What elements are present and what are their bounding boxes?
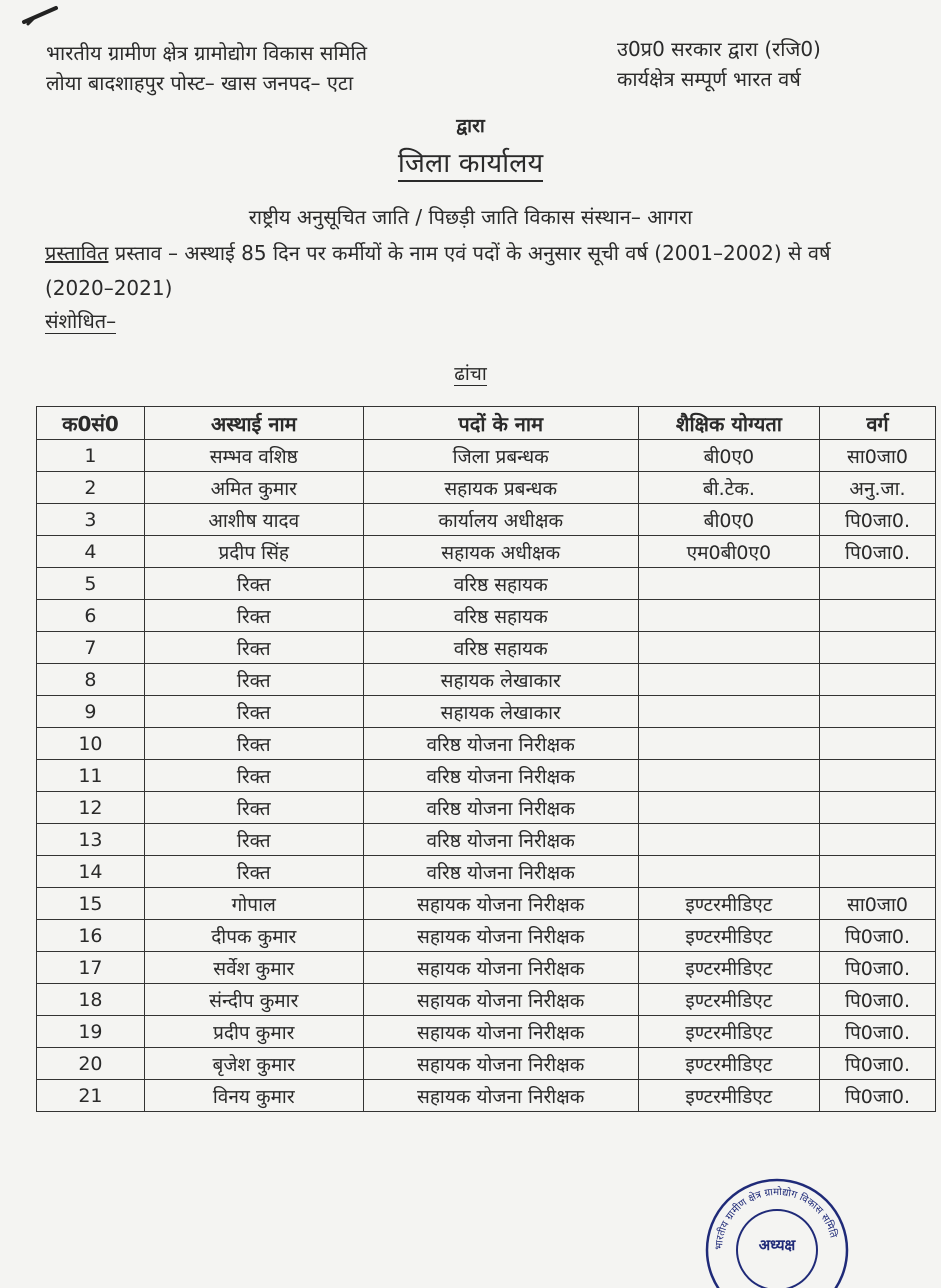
row-name: रिक्त [144,792,363,824]
row-serial: 5 [37,568,145,600]
by-label: द्वारा [456,115,485,137]
header-post: पदों के नाम [363,407,638,440]
row-category [820,632,936,664]
row-category [820,664,936,696]
row-qualification: बी0ए0 [638,504,819,536]
table-row [37,728,936,760]
row-category: पि0जा0. [820,952,936,984]
table-row [37,504,936,536]
table-row [37,536,936,568]
row-category: पि0जा0. [820,984,936,1016]
proposal-text: प्रस्ताव – अस्थाई 85 दिन पर कर्मीयों के नाम एवं पदों के अनुसार सूची वर्ष (2001–2002) से वर्ष (2020–2021) [45,241,831,300]
row-category: पि0जा0. [820,536,936,568]
row-category [820,856,936,888]
row-qualification [638,600,819,632]
registration-line: उ0प्र0 सरकार द्वारा (रजि0) [617,37,821,61]
proposal-label: प्रस्तावित [45,241,109,265]
row-post: सहायक योजना निरीक्षक [363,920,638,952]
row-serial: 6 [37,600,145,632]
row-serial: 9 [37,696,145,728]
row-post: वरिष्ठ सहायक [363,600,638,632]
row-category: अनु.जा. [820,472,936,504]
org-header [46,38,367,98]
row-qualification: इण्टरमीडिएट [638,1016,819,1048]
row-serial: 13 [37,824,145,856]
table-row [37,600,936,632]
row-serial: 19 [37,1016,145,1048]
row-name: गोपाल [144,888,363,920]
row-post: वरिष्ठ योजना निरीक्षक [363,760,638,792]
row-category [820,728,936,760]
row-qualification [638,728,819,760]
row-post: सहायक योजना निरीक्षक [363,1080,638,1112]
table-row [37,920,936,952]
header-serial: क0सं0 [37,407,145,440]
row-post: वरिष्ठ सहायक [363,632,638,664]
seal-text: भारतीय ग्रामीण क्षेत्र ग्रामोद्योग विकास समिति [713,1186,839,1251]
row-category: पि0जा0. [820,504,936,536]
office-title-wrap [0,143,941,180]
row-qualification: इण्टरमीडिएट [638,920,819,952]
registration-header [617,34,821,94]
row-qualification [638,664,819,696]
table-row [37,1048,936,1080]
seal-stamp [700,1170,850,1288]
row-post: सहायक योजना निरीक्षक [363,1048,638,1080]
row-post: कार्यालय अधीक्षक [363,504,638,536]
row-serial: 17 [37,952,145,984]
row-qualification [638,856,819,888]
row-name: अमित कुमार [144,472,363,504]
row-name: रिक्त [144,568,363,600]
row-qualification: इण्टरमीडिएट [638,888,819,920]
row-serial: 15 [37,888,145,920]
row-name: दीपक कुमार [144,920,363,952]
row-post: सहायक लेखाकार [363,696,638,728]
row-category: पि0जा0. [820,1080,936,1112]
row-category: सा0जा0 [820,888,936,920]
row-serial: 11 [37,760,145,792]
row-serial: 3 [37,504,145,536]
jurisdiction-line: कार्यक्षेत्र सम्पूर्ण भारत वर्ष [617,67,801,91]
revised-label: संशोधित– [45,309,117,333]
table-row [37,984,936,1016]
row-post: वरिष्ठ योजना निरीक्षक [363,824,638,856]
row-post: सहायक योजना निरीक्षक [363,952,638,984]
row-category: सा0जा0 [820,440,936,472]
row-qualification [638,696,819,728]
table-row [37,472,936,504]
row-serial: 20 [37,1048,145,1080]
row-qualification: बी.टेक. [638,472,819,504]
table-row [37,856,936,888]
header-name: अस्थाई नाम [144,407,363,440]
staff-table [36,406,936,1112]
row-category [820,600,936,632]
structure-label: ढांचा [454,363,487,385]
row-category [820,760,936,792]
row-name: रिक्त [144,824,363,856]
institute-name: राष्ट्रीय अनुसूचित जाति / पिछड़ी जाति विकास संस्थान– आगरा [248,205,693,229]
row-serial: 16 [37,920,145,952]
table-row [37,664,936,696]
table-body [37,440,936,1112]
row-category [820,568,936,600]
row-name: बृजेश कुमार [144,1048,363,1080]
row-serial: 4 [37,536,145,568]
row-qualification: इण्टरमीडिएट [638,1080,819,1112]
row-category: पि0जा0. [820,1048,936,1080]
row-qualification [638,792,819,824]
row-name: संन्दीप कुमार [144,984,363,1016]
header-category: वर्ग [820,407,936,440]
table-row [37,952,936,984]
seal-signature: अध्यक्ष [758,1236,796,1254]
table-row [37,888,936,920]
row-category [820,792,936,824]
row-name: रिक्त [144,856,363,888]
table-row [37,568,936,600]
table-row [37,632,936,664]
row-name: आशीष यादव [144,504,363,536]
office-title: जिला कार्यालय [398,148,543,182]
row-name: रिक्त [144,632,363,664]
table-row [37,1080,936,1112]
row-name: रिक्त [144,728,363,760]
proposal-paragraph [45,236,835,306]
row-post: सहायक योजना निरीक्षक [363,888,638,920]
row-category: पि0जा0. [820,1016,936,1048]
row-name: प्रदीप सिंह [144,536,363,568]
table-row [37,440,936,472]
row-qualification: बी0ए0 [638,440,819,472]
row-serial: 12 [37,792,145,824]
revised-wrap [45,307,116,334]
row-serial: 21 [37,1080,145,1112]
table-row [37,696,936,728]
row-qualification: इण्टरमीडिएट [638,1048,819,1080]
row-name: सम्भव वशिष्ठ [144,440,363,472]
row-serial: 14 [37,856,145,888]
row-post: सहायक योजना निरीक्षक [363,984,638,1016]
row-serial: 10 [37,728,145,760]
row-name: रिक्त [144,696,363,728]
row-qualification [638,568,819,600]
table-row [37,1016,936,1048]
row-category [820,824,936,856]
table-header-row [37,407,936,440]
row-serial: 1 [37,440,145,472]
row-post: सहायक योजना निरीक्षक [363,1016,638,1048]
row-serial: 2 [37,472,145,504]
row-name: रिक्त [144,664,363,696]
row-category [820,696,936,728]
row-post: वरिष्ठ योजना निरीक्षक [363,728,638,760]
pen-mark [20,4,60,28]
header-qualification: शैक्षिक योग्यता [638,407,819,440]
row-serial: 8 [37,664,145,696]
org-address: लोया बादशाहपुर पोस्ट– खास जनपद– एटा [46,71,354,95]
org-name: भारतीय ग्रामीण क्षेत्र ग्रामोद्योग विकास समिति [46,41,368,65]
row-qualification [638,824,819,856]
row-category: पि0जा0. [820,920,936,952]
row-name: सर्वेश कुमार [144,952,363,984]
table-row [37,792,936,824]
row-qualification: इण्टरमीडिएट [638,984,819,1016]
row-name: रिक्त [144,760,363,792]
structure-wrap [0,360,941,386]
row-post: सहायक अधीक्षक [363,536,638,568]
row-serial: 7 [37,632,145,664]
row-post: वरिष्ठ योजना निरीक्षक [363,856,638,888]
row-post: जिला प्रबन्धक [363,440,638,472]
row-name: रिक्त [144,600,363,632]
row-post: वरिष्ठ सहायक [363,568,638,600]
row-qualification [638,632,819,664]
row-qualification: इण्टरमीडिएट [638,952,819,984]
row-name: विनय कुमार [144,1080,363,1112]
row-qualification [638,760,819,792]
row-post: सहायक प्रबन्धक [363,472,638,504]
table-row [37,824,936,856]
row-name: प्रदीप कुमार [144,1016,363,1048]
row-serial: 18 [37,984,145,1016]
row-post: वरिष्ठ योजना निरीक्षक [363,792,638,824]
row-qualification: एम0बी0ए0 [638,536,819,568]
row-post: सहायक लेखाकार [363,664,638,696]
table-row [37,760,936,792]
